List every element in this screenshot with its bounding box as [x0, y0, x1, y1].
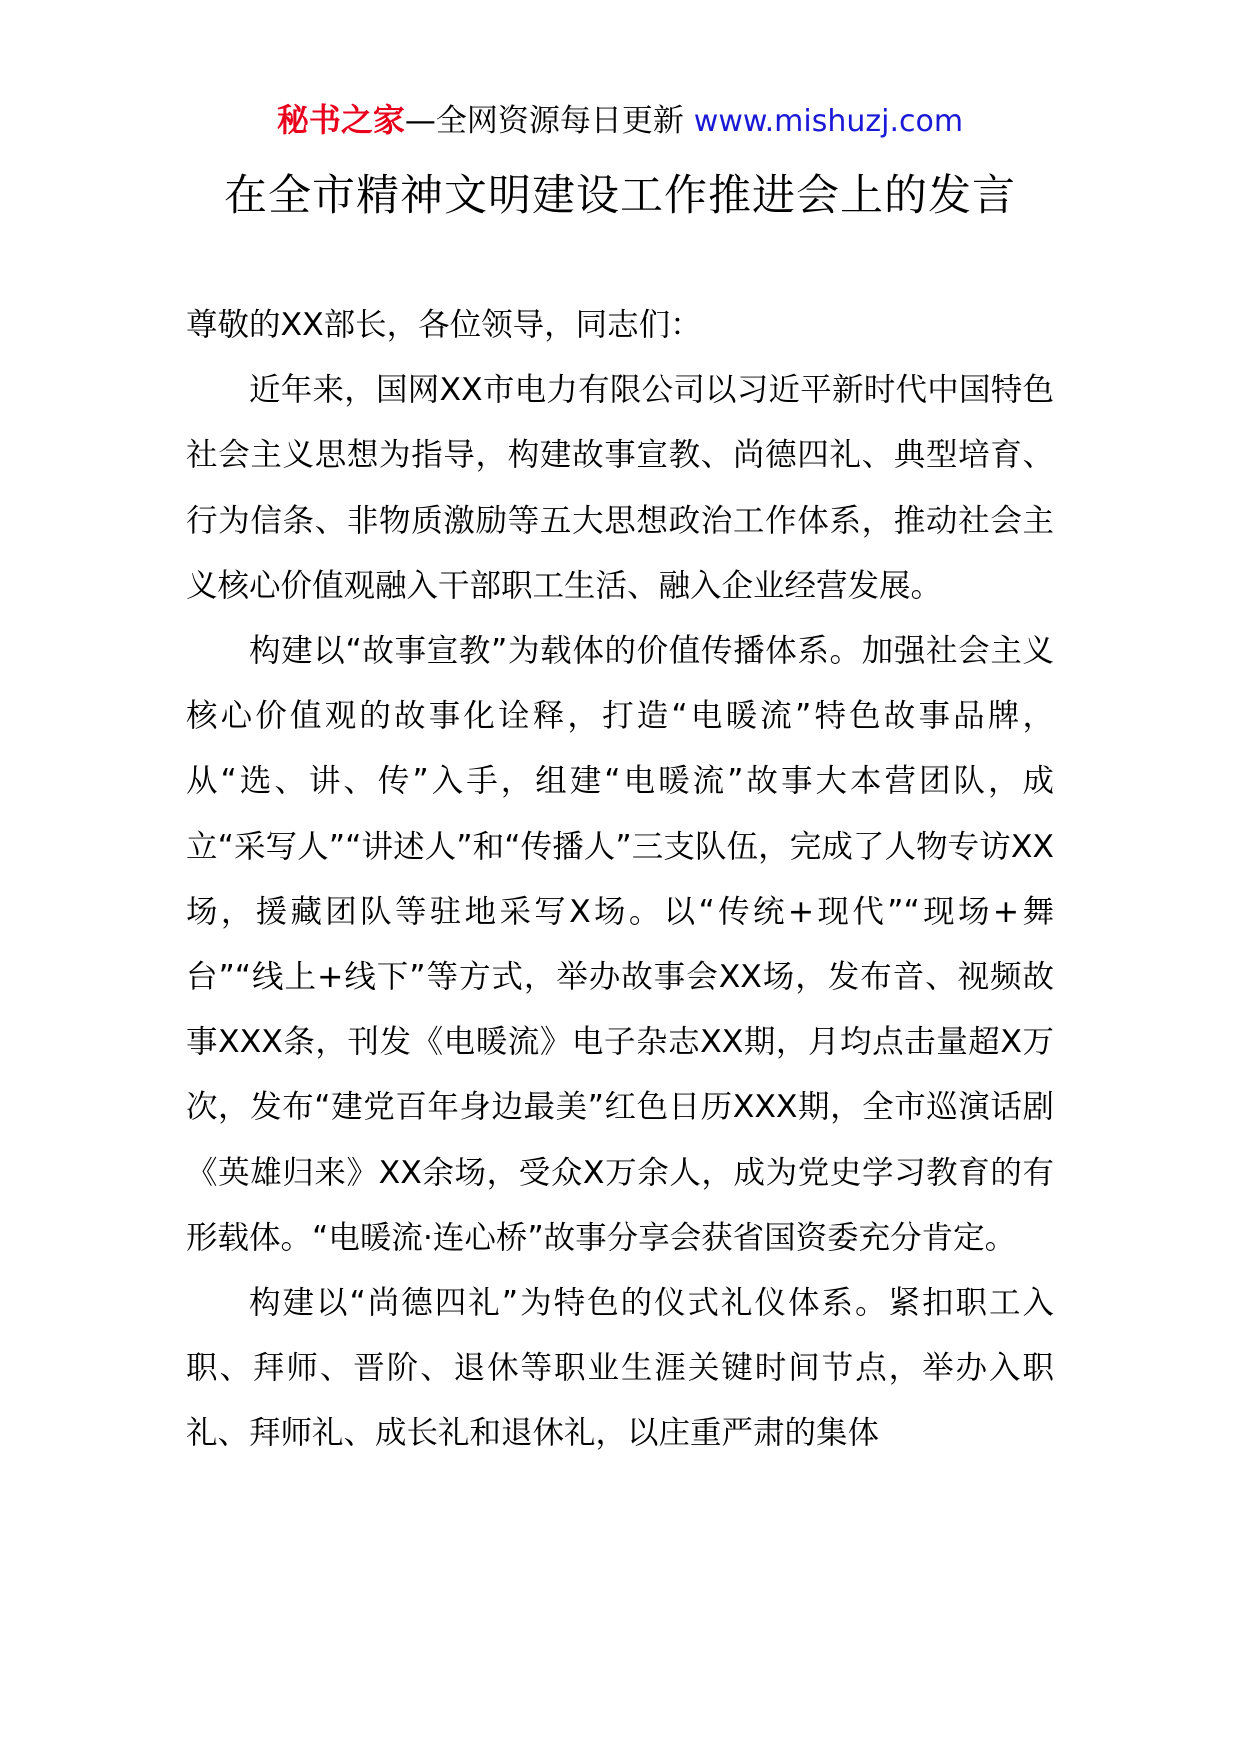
site-url-link[interactable]: www.mishuzj.com	[693, 104, 964, 139]
salutation: 尊敬的XX部长，各位领导，同志们：	[186, 307, 702, 343]
paragraph-intro: 近年来，国网XX市电力有限公司以习近平新时代中国特色社会主义思想为指导，构建故事宣教、尚德四礼、典型培育、行为信条、非物质激励等五大思想政治工作体系，推动社会主义核心价值观融入干部职工生活、融入企业经营发展。	[186, 372, 1054, 604]
paragraph-ceremony-system: 构建以“尚德四礼”为特色的仪式礼仪体系。紧扣职工入职、拜师、晋阶、退休等职业生涯关键时间节点，举办入职礼、拜师礼、成长礼和退休礼，以庄重严肃的集体	[186, 1285, 1054, 1452]
document-body	[186, 293, 1054, 1467]
paragraph-story-education: 构建以“故事宣教”为载体的价值传播体系。加强社会主义核心价值观的故事化诠释，打造“电暖流”特色故事品牌，从“选、讲、传”入手，组建“电暖流”故事大本营团队，成立“采写人”“讲述人”和“传播人”三支队伍，完成了人物专访XX场，援藏团队等驻地采写X场。以“传统+现代”“现场+舞台”“线上+线下”等方式，举办故事会XX场，发布音、视频故事XXX条，刊发《电暖流》电子杂志XX期，月均点击量超X万次，发布“建党百年身边最美”红色日历XXX期，全市巡演话剧《英雄归来》XX余场，受众X万余人，成为党史学习教育的有形载体。“电暖流·连心桥”故事分享会获省国资委充分肯定。	[186, 633, 1054, 1256]
document-title: 在全市精神文明建设工作推进会上的发言	[224, 171, 1016, 221]
site-header	[0, 100, 1240, 142]
brand-name: 秘书之家	[276, 101, 405, 139]
header-tagline: —全网资源每日更新	[404, 103, 694, 139]
